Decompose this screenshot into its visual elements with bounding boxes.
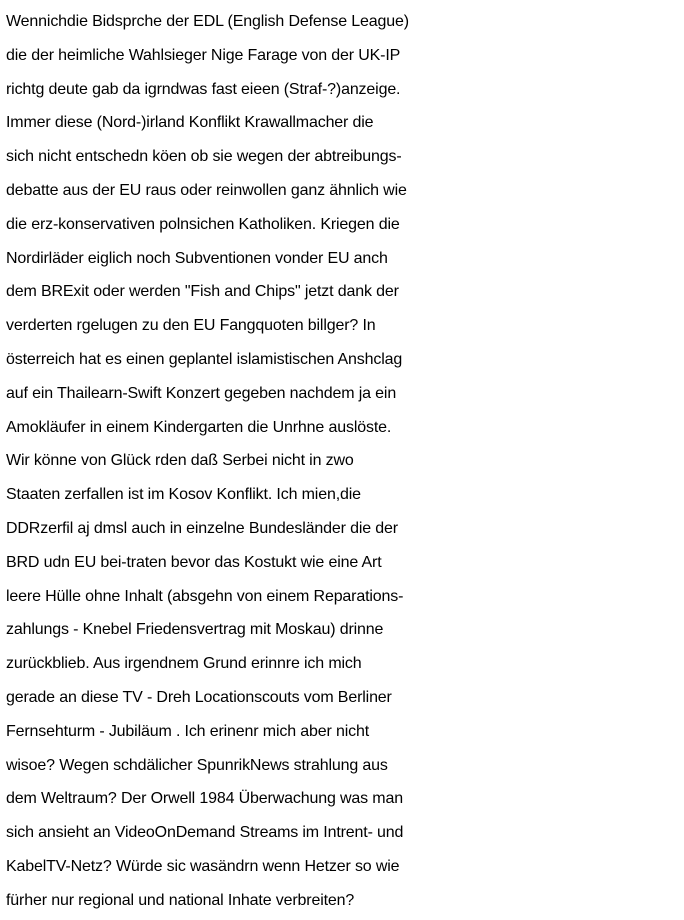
text-line: Fernsehturm - Jubiläum . Ich erinenr mich aber nicht bbox=[6, 722, 370, 740]
text-line: gerade an diese TV - Dreh Locationscouts vom Berliner bbox=[6, 688, 392, 706]
text-line: Wennichdie Bidsprche der EDL (English Defense League) bbox=[6, 13, 409, 30]
text-line: zurückblieb. Aus irgendnem Grund erinnre ich mich bbox=[6, 655, 362, 673]
text-line: sich nicht entschedn köen ob sie wegen der abtreibungs- bbox=[6, 148, 402, 166]
text-line: zahlungs - Knebel Friedensvertrag mit Moskau) drinne bbox=[6, 621, 384, 639]
text-line: richtg deute gab da igrndwas fast eieen (Straf-?)anzeige. bbox=[6, 80, 401, 98]
text-line: die erz-konservativen polnsichen Katholiken. Kriegen die bbox=[6, 215, 400, 233]
text-line: österreich hat es einen geplantel islamistischen Anshclag bbox=[6, 350, 403, 368]
text-line: leere Hülle ohne Inhalt (absgehn von einem Reparations- bbox=[6, 587, 404, 605]
text-line: Staaten zerfallen ist im Kosov Konflikt. Ich mien,die bbox=[6, 486, 361, 504]
text-document bbox=[6, 5, 682, 918]
text-line: auf ein Thailearn-Swift Konzert gegeben nachdem ja ein bbox=[6, 384, 397, 402]
text-line: dem BRExit oder werden "Fish and Chips" jetzt dank der bbox=[6, 283, 399, 301]
text-line: sich ansieht an VideoOnDemand Streams im Intrent- und bbox=[6, 824, 404, 842]
text-line: KabelTV-Netz? Würde sic wasändrn wenn Hetzer so wie bbox=[6, 857, 400, 875]
text-line: die der heimliche Wahlsieger Nige Farage von der UK-IP bbox=[6, 46, 401, 64]
text-line: Amokläufer in einem Kindergarten die Unrhne auslöste. bbox=[6, 418, 392, 436]
text-line: Wir könne von Glück rden daß Serbei nicht in zwo bbox=[6, 452, 354, 470]
text-line: Immer diese (Nord-)irland Konflikt Krawallmacher die bbox=[6, 114, 374, 132]
text-line: BRD udn EU bei-traten bevor das Kostukt wie eine Art bbox=[6, 553, 382, 571]
text-line: debatte aus der EU raus oder reinwollen ganz ähnlich wie bbox=[6, 181, 407, 199]
text-line: DDRzerfil aj dmsl auch in einzelne Bundesländer die der bbox=[6, 519, 398, 537]
text-line: verderten rgelugen zu den EU Fangquoten billger? In bbox=[6, 317, 376, 335]
text-line: wisoe? Wegen schdälicher SpunrikNews strahlung aus bbox=[6, 756, 388, 774]
text-line: dem Weltraum? Der Orwell 1984 Überwachung was man bbox=[6, 790, 403, 808]
text-line: fürher nur regional und national Inhate verbreiten? bbox=[6, 891, 355, 909]
text-line: Nordirläder eiglich noch Subventionen vonder EU anch bbox=[6, 249, 388, 267]
